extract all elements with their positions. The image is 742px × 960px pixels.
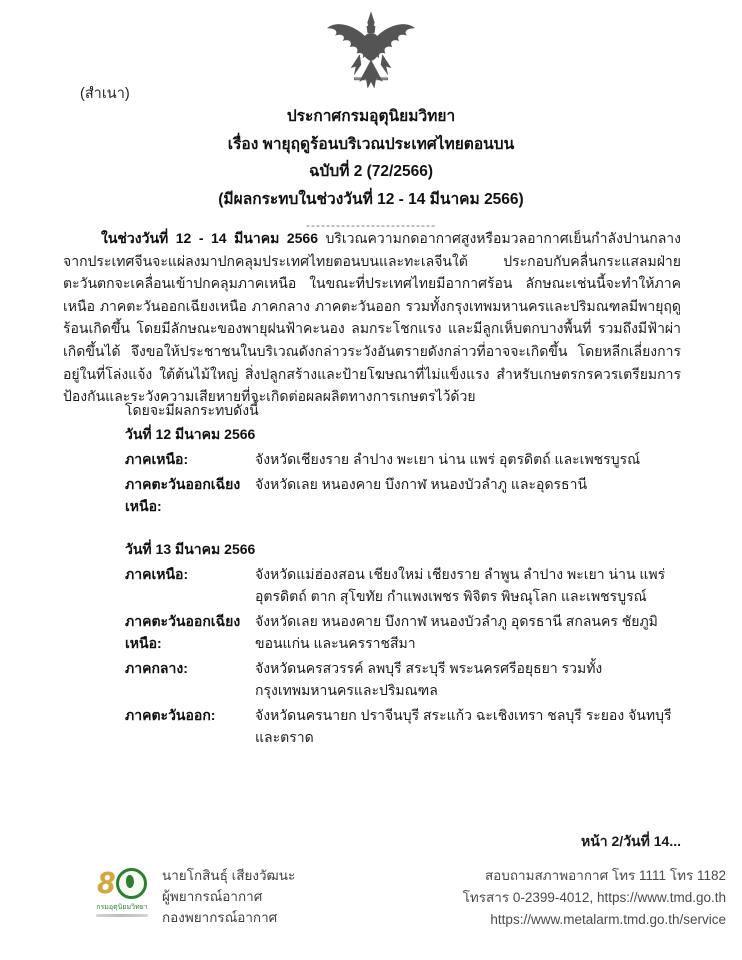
region-row <box>125 611 687 655</box>
region-label: ภาคเหนือ: <box>125 565 189 582</box>
impact-day-12-march <box>63 423 687 517</box>
title-subject: เรื่อง พายุฤดูร้อนบริเวณประเทศไทยตอนบน <box>227 135 515 153</box>
signer-division: กองพยากรณ์อากาศ <box>162 910 278 925</box>
region-label: ภาคกลาง: <box>125 660 188 677</box>
contact-fax-website-line: โทรสาร 0-2399-4012, https://www.tmd.go.th <box>462 890 726 905</box>
title-issue-number: ฉบับที่ 2 (72/2566) <box>308 163 434 180</box>
province-list: จังหวัดเลย หนองคาย บึงกาฬ หนองบัวลำภู และอุดรธานี <box>255 475 588 492</box>
impact-intro: โดยจะมีผลกระทบดังนี้ <box>125 402 259 418</box>
province-list: จังหวัดเชียงราย ลำปาง พะเยา น่าน แพร่ อุตรดิตถ์ และเพชรบูรณ์ <box>255 450 641 467</box>
impact-date-heading: วันที่ 13 มีนาคม 2566 <box>125 541 256 558</box>
region-label: ภาคตะวันออก: <box>125 707 216 724</box>
impact-section <box>63 399 687 749</box>
separator-dashes: -------------------------- <box>306 218 436 232</box>
signer-block <box>162 865 295 928</box>
region-row <box>125 658 687 702</box>
title-block <box>0 103 742 234</box>
province-list: จังหวัดนครสวรรค์ ลพบุรี สระบุรี พระนครศรีอยุธยา รวมทั้งกรุงเทพมหานครและปริมณฑล <box>255 660 603 698</box>
logo-80-mark <box>84 866 160 900</box>
copy-label: (สำเนา) <box>80 86 130 102</box>
contact-block <box>463 865 726 931</box>
announcement-paragraph <box>63 227 681 408</box>
region-label: ภาคตะวันออกเฉียงเหนือ: <box>125 612 241 651</box>
logo-number-8: 8 <box>97 865 115 900</box>
impact-day-13-march <box>63 538 687 748</box>
title-agency: ประกาศกรมอุตุนิยมวิทยา <box>286 108 456 125</box>
logo-subline <box>96 914 148 917</box>
region-label: ภาคเหนือ: <box>125 450 189 467</box>
region-row <box>125 449 687 471</box>
logo-department-name: กรมอุตุนิยมวิทยา <box>96 904 148 911</box>
region-row <box>125 564 687 608</box>
logo-zero-emblem-icon <box>116 868 147 899</box>
province-list: จังหวัดนครนายก ปราจีนบุรี สระแก้ว ฉะเชิงเทรา ชลบุรี ระยอง จันทบุรี และตราด <box>255 707 672 745</box>
province-list: จังหวัดแม่ฮ่องสอน เชียงใหม่ เชียงราย ลำพูน ลำปาง พะเยา น่าน แพร่ อุตรดิตถ์ ตาก สุโขทัย กำแพงเพชร พิจิตร พิษณุโลก และเพชรบูรณ์ <box>255 565 666 604</box>
signer-name: นายโกสินธุ์ เสียงวัฒนะ <box>162 868 296 883</box>
region-row <box>125 474 687 518</box>
contact-alert-url-line: https://www.metalarm.tmd.go.th/service <box>490 912 726 927</box>
paragraph-lead-date: ในช่วงวันที่ 12 - 14 มีนาคม 2566 <box>101 230 318 246</box>
tmd-80th-anniversary-logo <box>84 866 160 917</box>
region-row <box>125 705 687 749</box>
signer-title: ผู้พยากรณ์อากาศ <box>162 889 263 904</box>
impact-date-heading: วันที่ 12 มีนาคม 2566 <box>125 426 256 442</box>
contact-phone-line: สอบถามสภาพอากาศ โทร 1111 โทร 1182 <box>484 868 726 883</box>
region-label: ภาคตะวันออกเฉียงเหนือ: <box>125 475 241 514</box>
paragraph-text: บริเวณความกดอากาศสูงหรือมวลอากาศเย็นกำลังปานกลางจากประเทศจีนจะแผ่ลงมาปกคลุมประเทศไทยตอนบนและทะเลจีนใต้ ประกอบกับคลื่นกระแสลมฝ่ายตะวันตกจะเคลื่อนเข้าปกคลุมภาคเหนือ ในขณะที่ประเทศไทยมีอากาศร้อน ลักษณะเช่นนี้จะทำให้ภาคเหนือ ภาคตะวันออกเฉียงเหนือ ภาคกลาง ภาคตะวันออก รวมทั้งกรุงเทพมหานครและปริมณฑลมีพายุฤดูร้อนเกิดขึ้น โดยมีลักษณะของพายุฝนฟ้าคะนอง ลมกระโชกแรง และมีลูกเห็บตกบางพื้นที่ รวมถึงมีฟ้าผ่าเกิดขึ้นได้ จึงขอให้ประชาชนในบริเวณดังกล่าวระวังอันตรายดังกล่าวที่อาจจะเกิดขึ้น โดยหลีกเลี่ยงการอยู่ในที่โล่งแจ้ง ใต้ต้นไม้ใหญ่ สิ่งปลูกสร้างและป้ายโฆษณาที่ไม่แข็งแรง สำหรับเกษตรกรควรเตรียมการป้องกันและระวังความเสียหายที่จะเกิดต่อผลผลิตทางการเกษตรไว้ด้วย <box>63 230 681 405</box>
next-page-reference: หน้า 2/วันที่ 14... <box>580 833 681 849</box>
title-effective-dates: (มีผลกระทบในช่วงวันที่ 12 - 14 มีนาคม 2566) <box>218 190 524 208</box>
province-list: จังหวัดเลย หนองคาย บึงกาฬ หนองบัวลำภู อุดรธานี สกลนคร ชัยภูมิ ขอนแก่น และนครราชสีมา <box>255 612 658 651</box>
